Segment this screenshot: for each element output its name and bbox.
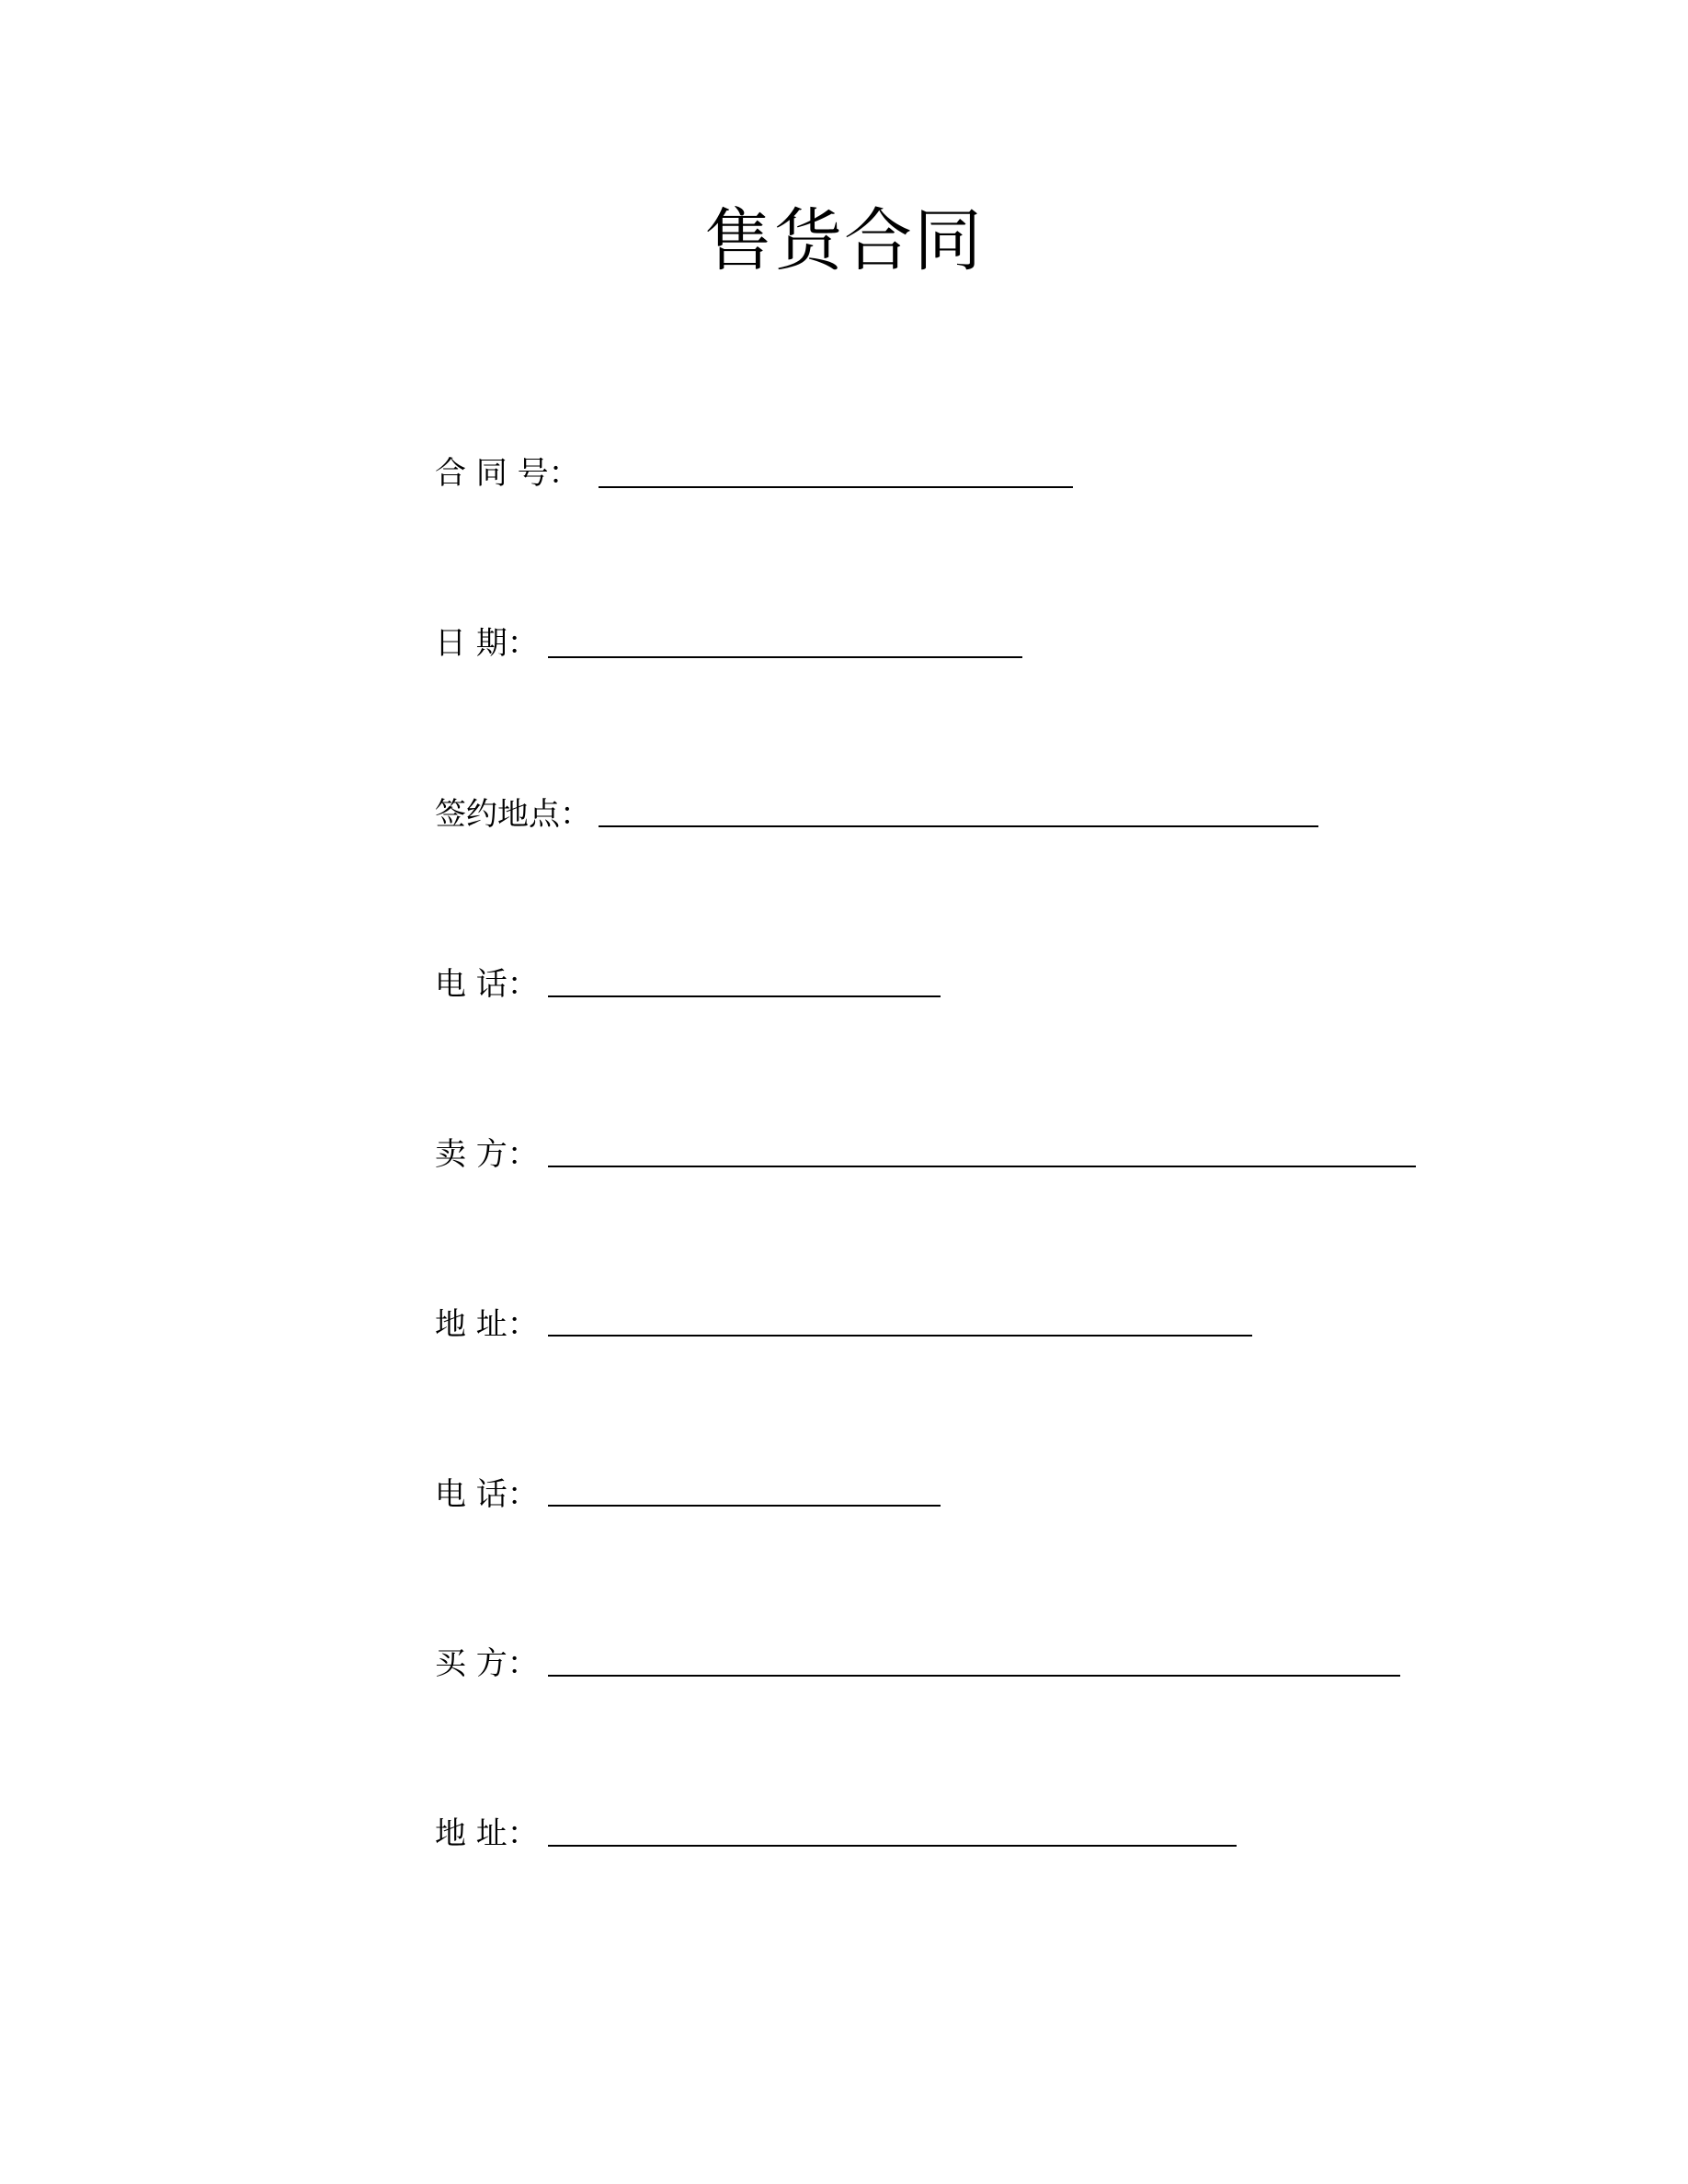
seller-blank-line[interactable] xyxy=(548,1166,1416,1167)
buyer-address-row xyxy=(435,1806,539,1861)
buyer-address-blank-line[interactable] xyxy=(548,1845,1237,1847)
signing-place-blank-line[interactable] xyxy=(599,825,1318,827)
seller-address-row xyxy=(435,1297,539,1352)
buyer-address-label: 地 址： xyxy=(435,1815,539,1852)
buyer-blank-line[interactable] xyxy=(548,1675,1400,1677)
seller-address-blank-line[interactable] xyxy=(548,1335,1252,1337)
signing-place-row xyxy=(435,787,591,842)
seller-row xyxy=(435,1127,539,1182)
date-row xyxy=(435,616,539,671)
phone-2-label: 电 话： xyxy=(435,1476,539,1513)
phone-2-row xyxy=(435,1467,539,1522)
phone-2-blank-line[interactable] xyxy=(548,1505,941,1507)
signing-place-label: 签约地点： xyxy=(435,796,591,833)
contract-number-row xyxy=(435,446,580,501)
phone-1-row xyxy=(435,957,539,1012)
buyer-row xyxy=(435,1636,539,1691)
document-title: 售货合同 xyxy=(704,201,984,280)
date-blank-line[interactable] xyxy=(548,656,1022,658)
seller-label: 卖 方： xyxy=(435,1136,539,1173)
buyer-label: 买 方： xyxy=(435,1645,539,1682)
date-label: 日 期： xyxy=(435,625,539,662)
contract-number-blank-line[interactable] xyxy=(599,486,1073,488)
phone-1-label: 电 话： xyxy=(435,966,539,1003)
phone-1-blank-line[interactable] xyxy=(548,995,941,997)
contract-number-label: 合 同 号： xyxy=(435,455,580,492)
seller-address-label: 地 址： xyxy=(435,1306,539,1343)
